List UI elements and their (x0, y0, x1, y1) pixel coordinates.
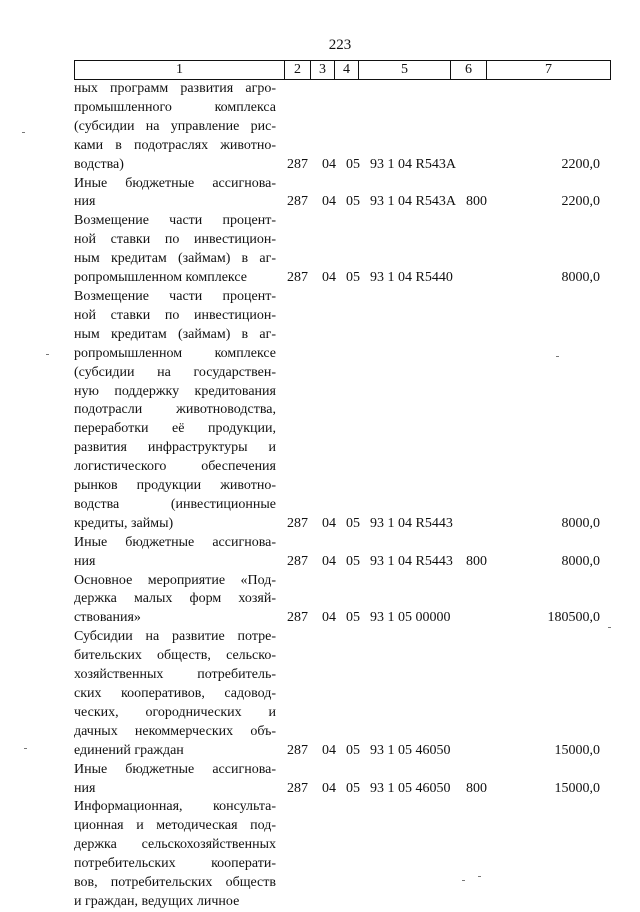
code-vr: 800 (466, 780, 487, 796)
description-line: ских кооперативов, садовод- (74, 686, 276, 701)
description-line: ным кредитам (займам) в аг- (74, 251, 276, 267)
code-gr: 287 (287, 780, 308, 796)
code-rz: 04 (322, 742, 336, 758)
code-vr: 800 (466, 553, 487, 569)
row-amount: 8000,0 (561, 270, 600, 286)
row-amount: 2200,0 (561, 194, 600, 210)
code-rz: 04 (322, 610, 336, 626)
table-row (0, 80, 640, 175)
description-line: ной ставки по инвестицион- (74, 232, 276, 248)
code-rz: 04 (322, 156, 336, 172)
code-pr: 05 (346, 610, 360, 626)
code-cs: 93 1 05 00000 (370, 610, 451, 626)
description-line: потребительских кооперати- (74, 856, 276, 872)
header-col-7: 7 (487, 61, 611, 80)
code-cs: 93 1 05 46050 (370, 742, 451, 758)
code-pr: 05 (346, 156, 360, 172)
table-row (0, 798, 640, 911)
row-amount: 15000,0 (554, 780, 600, 796)
header-col-4: 4 (335, 61, 359, 80)
description-line: ния (74, 194, 96, 210)
description-line: держка малых форм хозяй- (74, 591, 276, 607)
code-pr: 05 (346, 742, 360, 758)
header-col-5: 5 (359, 61, 451, 80)
description-line: (субсидии на управление рис- (74, 118, 276, 134)
description-line: ным кредитам (займам) в аг- (74, 326, 276, 342)
description-line: развития инфраструктуры и (74, 440, 276, 456)
row-codes (0, 742, 640, 761)
row-codes (0, 269, 640, 288)
description-line: ками в подотраслях животно- (74, 137, 276, 153)
description-line: Основное мероприятие «Под- (74, 572, 276, 588)
row-description (74, 288, 276, 534)
table-row (0, 288, 640, 534)
description-line: ния (74, 553, 96, 569)
code-cs: 93 1 04 R5443 (370, 553, 453, 569)
code-gr: 287 (287, 270, 308, 286)
description-line: ную поддержку кредитования (74, 383, 276, 399)
description-line: водства (инвестиционные (74, 496, 276, 512)
description-line: Иные бюджетные ассигнова- (74, 534, 276, 550)
row-codes (0, 553, 640, 572)
code-pr: 05 (346, 515, 360, 531)
row-amount: 15000,0 (554, 742, 600, 758)
description-line: кредиты, займы) (74, 515, 174, 531)
page-number: 223 (328, 37, 352, 53)
row-codes (0, 193, 640, 212)
description-line: Информационная, консульта- (74, 799, 276, 815)
description-line: бительских обществ, сельско- (74, 648, 276, 664)
description-line: Иные бюджетные ассигнова- (74, 175, 276, 191)
description-line: ния (74, 780, 96, 796)
description-line: водства) (74, 156, 124, 172)
code-pr: 05 (346, 553, 360, 569)
table-row (0, 628, 640, 760)
code-pr: 05 (346, 780, 360, 796)
code-rz: 04 (322, 553, 336, 569)
row-amount: 180500,0 (547, 610, 600, 626)
code-gr: 287 (287, 515, 308, 531)
code-vr: 800 (466, 194, 487, 210)
description-line: подотрасли животноводства, (74, 402, 276, 418)
code-cs: 93 1 04 R5443 (370, 515, 453, 531)
description-line: Возмещение части процент- (74, 213, 276, 229)
description-line: единений граждан (74, 742, 184, 758)
code-gr: 287 (287, 610, 308, 626)
description-line: переработки её продукции, (74, 421, 276, 437)
table-row (0, 175, 640, 213)
code-rz: 04 (322, 515, 336, 531)
code-cs: 93 1 04 R543A (370, 156, 456, 172)
scan-speck (478, 876, 481, 877)
scan-speck (46, 354, 49, 355)
description-line: рынков продукции животно- (74, 478, 276, 494)
code-gr: 287 (287, 156, 308, 172)
description-line: (субсидии на государствен- (74, 364, 276, 380)
row-amount: 8000,0 (561, 553, 600, 569)
description-line: промышленного комплекса (74, 99, 276, 115)
code-pr: 05 (346, 194, 360, 210)
budget-rows (0, 80, 640, 912)
description-line: вов, потребительских обществ (74, 875, 276, 891)
header-col-6: 6 (451, 61, 487, 80)
code-gr: 287 (287, 742, 308, 758)
description-line: Субсидии на развитие потре- (74, 629, 276, 645)
header-col-1: 1 (75, 61, 285, 80)
table-row (0, 572, 640, 629)
description-line: ропромышленном комплексе (74, 345, 276, 361)
description-line: ствования» (74, 610, 141, 626)
code-pr: 05 (346, 270, 360, 286)
code-rz: 04 (322, 780, 336, 796)
description-line: держка сельскохозяйственных (74, 837, 276, 853)
scan-speck (22, 132, 25, 133)
table-row (0, 212, 640, 288)
code-rz: 04 (322, 194, 336, 210)
scan-speck (462, 880, 465, 881)
description-line: дачных некоммерческих объ- (74, 723, 276, 739)
code-gr: 287 (287, 194, 308, 210)
code-rz: 04 (322, 270, 336, 286)
code-cs: 93 1 04 R543A (370, 194, 456, 210)
header-col-3: 3 (311, 61, 335, 80)
scan-speck (556, 356, 559, 357)
table-row (0, 761, 640, 799)
row-amount: 8000,0 (561, 515, 600, 531)
code-cs: 93 1 04 R5440 (370, 270, 453, 286)
description-line: ческих, огороднических и (74, 704, 276, 720)
description-line: ропромышленном комплексе (74, 270, 247, 286)
description-line: ционная и методическая под- (74, 818, 276, 834)
description-line: Возмещение части процент- (74, 288, 276, 304)
description-line: Иные бюджетные ассигнова- (74, 761, 276, 777)
header-col-2: 2 (285, 61, 311, 80)
table-row (0, 534, 640, 572)
code-gr: 287 (287, 553, 308, 569)
row-codes (0, 515, 640, 534)
code-cs: 93 1 05 46050 (370, 780, 451, 796)
row-codes (0, 156, 640, 175)
row-codes (0, 609, 640, 628)
scan-speck (608, 627, 611, 628)
description-line: ной ставки по инвестицион- (74, 307, 276, 323)
description-line: хозяйственных потребитель- (74, 667, 276, 683)
row-amount: 2200,0 (561, 156, 600, 172)
description-line: ных программ развития агро- (74, 81, 276, 96)
row-codes (0, 893, 640, 912)
description-line: логистического обеспечения (74, 459, 276, 475)
scan-speck (24, 748, 27, 749)
table-header (74, 60, 611, 80)
description-line: и граждан, ведущих личное (74, 893, 240, 909)
row-codes (0, 780, 640, 799)
